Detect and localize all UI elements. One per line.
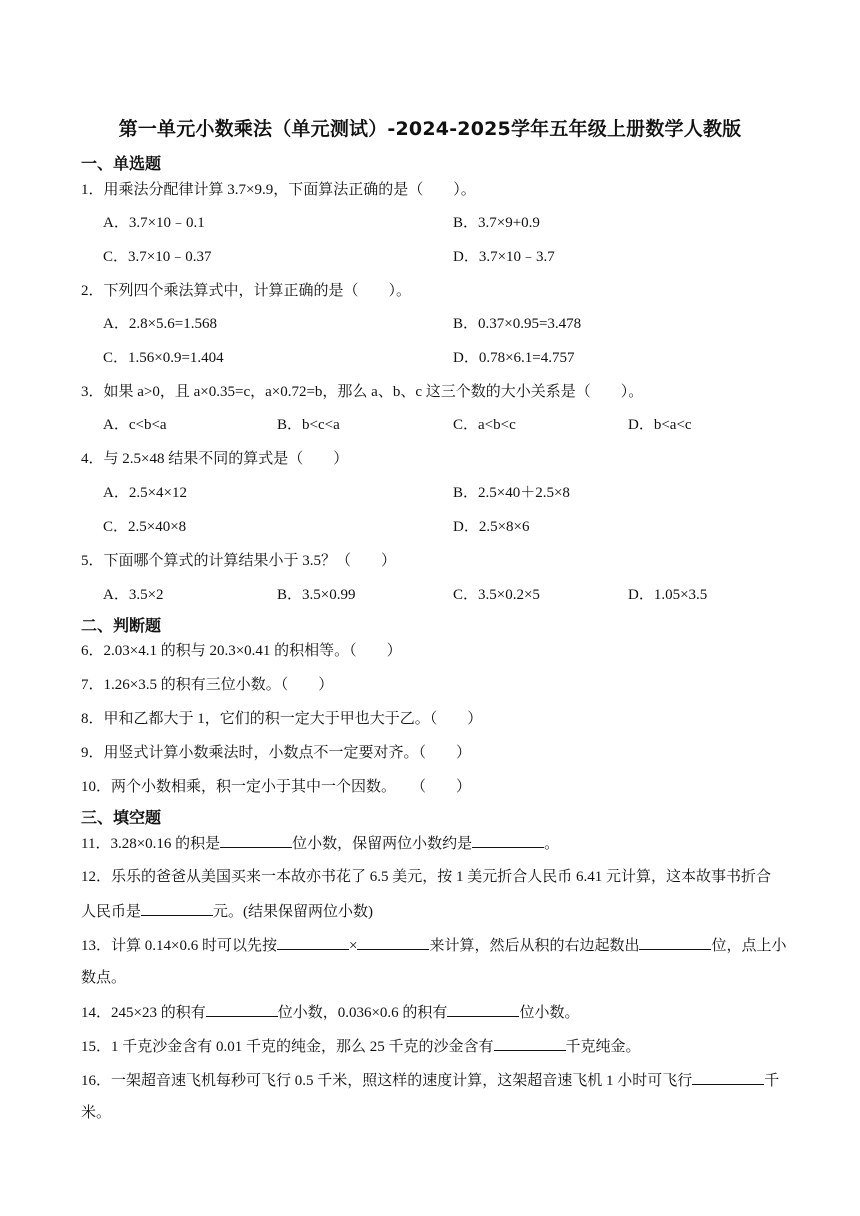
question-16-line-2: 米。 bbox=[81, 1105, 112, 1121]
question-6: 6．2.03×4.1 的积与 20.3×0.41 的积相等。（ ） bbox=[81, 643, 402, 659]
section-heading-fill-blank: 三、填空题 bbox=[81, 808, 162, 827]
question-3-option-a: A．c<b<a bbox=[103, 417, 167, 433]
section-heading-single-choice: 一、单选题 bbox=[81, 154, 162, 173]
section-heading-true-false: 二、判断题 bbox=[81, 616, 162, 635]
question-3-stem: 3．如果 a>0，且 a×0.35=c，a×0.72=b，那么 a、b、c 这三个数的大小关系是（ ）。 bbox=[81, 384, 644, 400]
question-11-text-c: 。 bbox=[544, 836, 560, 852]
page-title: 第一单元小数乘法（单元测试）-2024-2025学年五年级上册数学人教版 bbox=[118, 118, 742, 140]
question-15-text-b: 千克纯金。 bbox=[565, 1039, 641, 1055]
question-10: 10．两个小数相乘，积一定小于其中一个因数。 （ ） bbox=[81, 779, 472, 795]
answer-blank[interactable] bbox=[220, 833, 292, 848]
question-12-line-2 bbox=[81, 901, 373, 922]
question-13-text-b: × bbox=[348, 938, 358, 954]
question-13-text-c: 来计算，然后从积的右边起数出 bbox=[429, 938, 640, 954]
question-16-text-a: 16．一架超音速飞机每秒可飞行 0.5 千米，照这样的速度计算，这架超音速飞机 1 小时可飞行 bbox=[81, 1073, 693, 1089]
question-1-option-c: C．3.7×10﹣0.37 bbox=[103, 249, 212, 265]
question-16-line-1 bbox=[81, 1070, 779, 1091]
question-3-option-c: C．a<b<c bbox=[453, 417, 516, 433]
question-1-option-d: D．3.7×10﹣3.7 bbox=[453, 249, 555, 265]
question-3-option-b: B．b<c<a bbox=[277, 417, 340, 433]
question-4-option-c: C．2.5×40×8 bbox=[103, 519, 187, 535]
question-5-option-d: D．1.05×3.5 bbox=[628, 587, 708, 603]
question-4-stem: 4．与 2.5×48 结果不同的算式是（ ） bbox=[81, 451, 349, 467]
question-5-option-a: A．3.5×2 bbox=[103, 587, 164, 603]
question-12-text-c: 元。(结果保留两位小数) bbox=[213, 904, 374, 920]
question-5-option-b: B．3.5×0.99 bbox=[277, 587, 356, 603]
answer-blank[interactable] bbox=[206, 1002, 278, 1017]
question-2-option-b: B．0.37×0.95=3.478 bbox=[453, 316, 582, 332]
question-11-text-b: 位小数，保留两位小数约是 bbox=[292, 836, 473, 852]
question-12-text-b: 人民币是 bbox=[81, 904, 142, 920]
answer-blank[interactable] bbox=[447, 1002, 519, 1017]
question-14-text-c: 位小数。 bbox=[519, 1005, 580, 1021]
question-7: 7．1.26×3.5 的积有三位小数。（ ） bbox=[81, 677, 334, 693]
question-14-text-b: 位小数，0.036×0.6 的积有 bbox=[277, 1005, 448, 1021]
question-4-option-a: A．2.5×4×12 bbox=[103, 485, 188, 501]
question-15 bbox=[81, 1036, 641, 1057]
answer-blank[interactable] bbox=[639, 935, 711, 950]
question-2-option-a: A．2.8×5.6=1.568 bbox=[103, 316, 218, 332]
question-3-option-d: D．b<a<c bbox=[628, 417, 692, 433]
question-11-text-a: 11．3.28×0.16 的积是 bbox=[81, 836, 221, 852]
answer-blank[interactable] bbox=[277, 935, 349, 950]
question-13-text-d: 位，点上小 bbox=[711, 938, 787, 954]
question-16-text-b: 千 bbox=[764, 1073, 780, 1089]
answer-blank[interactable] bbox=[472, 833, 544, 848]
question-13-line-1 bbox=[81, 935, 786, 956]
question-12-line-1: 12．乐乐的爸爸从美国买来一本故亦书花了 6.5 美元，按 1 美元折合人民币 6.41 元计算，这本故事书折合 bbox=[81, 869, 772, 885]
question-14-text-a: 14．245×23 的积有 bbox=[81, 1005, 206, 1021]
question-11 bbox=[81, 833, 559, 854]
answer-blank[interactable] bbox=[357, 935, 429, 950]
question-5-stem: 5．下面哪个算式的计算结果小于 3.5？（ ） bbox=[81, 553, 397, 569]
question-2-option-d: D．0.78×6.1=4.757 bbox=[453, 350, 575, 366]
answer-blank[interactable] bbox=[692, 1070, 764, 1085]
question-1-stem: 1．用乘法分配律计算 3.7×9.9，下面算法正确的是（ ）。 bbox=[81, 182, 476, 198]
question-15-text-a: 15．1 千克沙金含有 0.01 千克的纯金，那么 25 千克的沙金含有 bbox=[81, 1039, 494, 1055]
question-8: 8．甲和乙都大于 1，它们的积一定大于甲也大于乙。（ ） bbox=[81, 711, 483, 727]
question-4-option-b: B．2.5×40＋2.5×8 bbox=[453, 485, 570, 501]
question-13-line-2: 数点。 bbox=[81, 970, 127, 986]
question-9: 9．用竖式计算小数乘法时，小数点不一定要对齐。（ ） bbox=[81, 745, 472, 761]
question-13-text-a: 13．计算 0.14×0.6 时可以先按 bbox=[81, 938, 277, 954]
answer-blank[interactable] bbox=[494, 1036, 566, 1051]
answer-blank[interactable] bbox=[141, 901, 213, 916]
question-5-option-c: C．3.5×0.2×5 bbox=[453, 587, 540, 603]
question-2-option-c: C．1.56×0.9=1.404 bbox=[103, 350, 224, 366]
question-2-stem: 2．下列四个乘法算式中，计算正确的是（ ）。 bbox=[81, 283, 412, 299]
question-4-option-d: D．2.5×8×6 bbox=[453, 519, 530, 535]
question-1-option-b: B．3.7×9+0.9 bbox=[453, 215, 540, 231]
question-1-option-a: A．3.7×10﹣0.1 bbox=[103, 215, 205, 231]
question-14 bbox=[81, 1002, 579, 1023]
